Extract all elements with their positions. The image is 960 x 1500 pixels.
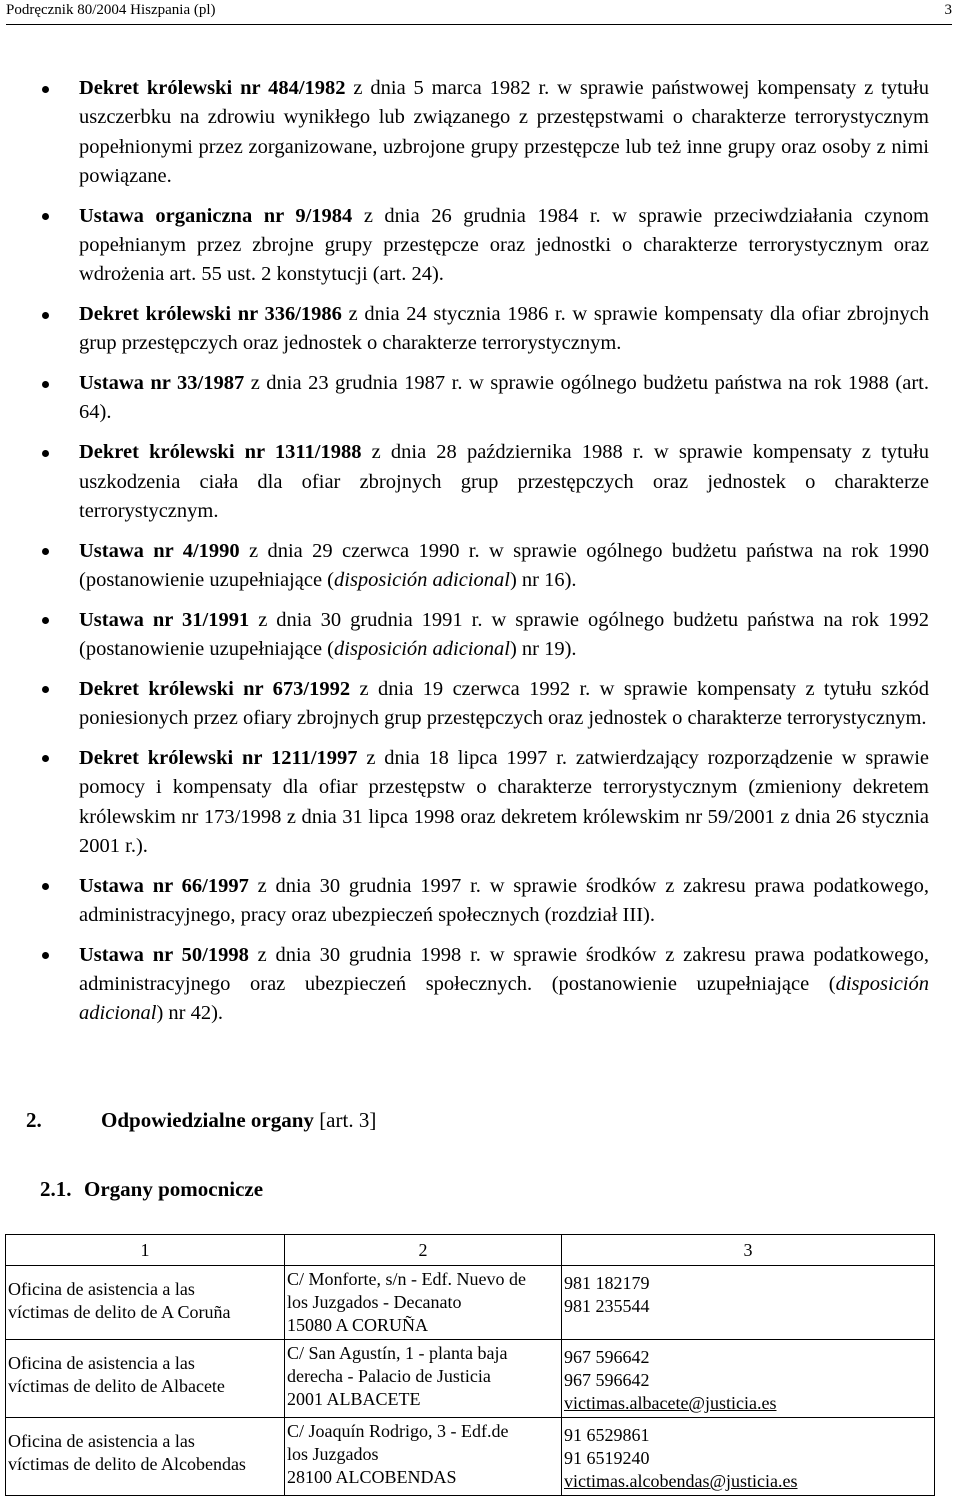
act-description: z dnia 19 czerwca 1992 r. w sprawie kompensaty z tytułu szkód poniesionych przez ofiary zbrojnych grup przestępczych oraz jednostek o charakterze terrorystycznym. (79, 677, 929, 730)
list-item (0, 74, 929, 191)
bullet-icon (42, 548, 49, 555)
section-heading (26, 1108, 376, 1133)
list-item (0, 369, 929, 428)
act-description: z dnia 28 października 1988 r. w sprawie kompensaty z tytułu uszkodzenia ciała dla ofiar zbrojnych grup przestępczych oraz jednostek o charakterze terrorystycznym. (79, 441, 929, 522)
act-title: Ustawa nr 31/1991 (79, 608, 250, 631)
phone-number: 981 182179 (564, 1273, 650, 1293)
bullet-icon (42, 883, 49, 890)
office-name-line: Oficina de asistencia a las (8, 1431, 195, 1451)
address-line: C/ San Agustín, 1 - planta baja (287, 1343, 508, 1363)
office-name-line: Oficina de asistencia a las (8, 1279, 195, 1299)
act-description: z dnia 23 grudnia 1987 r. w sprawie ogólnego budżetu państwa na rok 1988 (art. 64). (79, 372, 929, 424)
address-line: 28100 ALCOBENDAS (287, 1467, 457, 1487)
column-header: 2 (285, 1235, 562, 1266)
spanish-term: disposición adicional (334, 568, 510, 591)
phone-number: 91 6519240 (564, 1448, 650, 1468)
address-line: 15080 A CORUÑA (287, 1315, 429, 1335)
act-title: Ustawa organiczna nr 9/1984 (79, 204, 353, 227)
office-name-cell (6, 1340, 285, 1418)
act-title: Ustawa nr 33/1987 (79, 372, 245, 395)
office-name-line: víctimas de delito de Albacete (8, 1376, 225, 1396)
act-description: z dnia 29 czerwca 1990 r. w sprawie ogólnego budżetu państwa na rok 1990 (postanowienie uzupełniające ( (79, 539, 929, 591)
section-article-ref: [art. 3] (313, 1108, 377, 1132)
header-title: Podręcznik 80/2004 Hiszpania (pl) (6, 2, 216, 18)
email-link[interactable]: victimas.albacete@justicia.es (564, 1393, 777, 1413)
column-header: 1 (6, 1235, 285, 1266)
act-description: z dnia 30 grudnia 1997 r. w sprawie środków z zakresu prawa podatkowego, administracyjnego, pracy oraz ubezpieczeń społecznych (rozdział III). (79, 874, 929, 926)
address-line: derecha - Palacio de Justicia (287, 1366, 491, 1386)
office-name-line: Oficina de asistencia a las (8, 1353, 195, 1373)
act-description-tail: ) nr 19). (509, 638, 577, 661)
page-header (6, 2, 952, 25)
list-item (0, 537, 929, 596)
email-link[interactable]: victimas.alcobendas@justicia.es (564, 1471, 798, 1491)
act-description: z dnia 26 grudnia 1984 r. w sprawie przeciwdziałania czynom popełnianym przez zbrojne grupy przestępcze oraz jednostki o charakterze terrorystycznym oraz wdrożenia art. 55 ust. 2 konstytucji (art. 24). (79, 204, 930, 286)
address-line: los Juzgados (287, 1444, 379, 1464)
act-title: Ustawa nr 4/1990 (79, 539, 240, 562)
section-title: Odpowiedzialne organy (101, 1108, 314, 1132)
subsection-heading (40, 1177, 263, 1202)
address-line: C/ Joaquín Rodrigo, 3 - Edf.de (287, 1421, 509, 1441)
office-name-cell (6, 1266, 285, 1340)
table-row (6, 1340, 935, 1418)
contact-cell (562, 1418, 935, 1496)
list-item (0, 606, 929, 665)
address-line: los Juzgados - Decanato (287, 1292, 462, 1312)
subsection-title: Organy pomocnicze (84, 1177, 264, 1201)
offices-table (5, 1234, 935, 1496)
contact-cell (562, 1340, 935, 1418)
legislation-list (0, 74, 960, 1039)
subsection-number: 2.1. (40, 1177, 72, 1201)
act-description: z dnia 30 grudnia 1991 r. w sprawie ogólnego budżetu państwa na rok 1992 (postanowienie uzupełniające ( (79, 608, 929, 661)
act-description-tail: ) nr 16). (509, 568, 577, 591)
bullet-icon (42, 952, 49, 959)
act-title: Dekret królewski nr 1311/1988 (79, 441, 362, 464)
act-description-tail: ) nr 42). (156, 1002, 224, 1025)
act-description: z dnia 24 stycznia 1986 r. w sprawie kompensaty dla ofiar zbrojnych grup przestępczych oraz jednostek o charakterze terrorystycznym. (79, 303, 929, 355)
column-header: 3 (562, 1235, 935, 1266)
address-line: C/ Monforte, s/n - Edf. Nuevo de (287, 1269, 526, 1289)
act-title: Dekret królewski nr 1211/1997 (79, 746, 358, 769)
address-line: 2001 ALBACETE (287, 1389, 421, 1409)
address-cell (285, 1340, 562, 1418)
section-number: 2. (26, 1108, 42, 1132)
bullet-icon (42, 381, 49, 388)
phone-number: 981 235544 (564, 1296, 650, 1316)
address-cell (285, 1266, 562, 1340)
act-description: z dnia 30 grudnia 1998 r. w sprawie środków z zakresu prawa podatkowego, administracyjnego oraz ubezpieczeń społecznych. (postanowienie uzupełniające ( (79, 943, 929, 996)
list-item (0, 675, 929, 734)
list-item (0, 872, 929, 931)
table-row (6, 1266, 935, 1340)
act-description: z dnia 5 marca 1982 r. w sprawie państwowej kompensaty z tytułu uszczerbku na zdrowiu wynikłego lub związanego z przestępstwami o charakterze terrorystycznym popełnionymi przez zorganizowane, uzbrojone grupy przestępcze lub też inne grupy oraz osoby z nimi powiązane. (79, 77, 929, 187)
act-title: Ustawa nr 50/1998 (79, 943, 249, 966)
list-item (0, 202, 929, 290)
contact-cell (562, 1266, 935, 1340)
bullet-icon (42, 686, 49, 693)
bullet-icon (42, 450, 49, 457)
act-title: Dekret królewski nr 336/1986 (79, 303, 342, 326)
table-row (6, 1418, 935, 1496)
phone-number: 91 6529861 (564, 1425, 650, 1445)
list-item (0, 438, 929, 526)
office-name-line: víctimas de delito de Alcobendas (8, 1454, 246, 1474)
spanish-term: disposición adicional (79, 973, 929, 1025)
act-title: Dekret królewski nr 484/1982 (79, 77, 346, 99)
bullet-icon (42, 617, 49, 624)
list-item (0, 744, 929, 861)
phone-number: 967 596642 (564, 1347, 650, 1367)
act-title: Dekret królewski nr 673/1992 (79, 677, 351, 700)
bullet-icon (42, 312, 49, 319)
act-title: Ustawa nr 66/1997 (79, 874, 249, 897)
address-cell (285, 1418, 562, 1496)
spanish-term: disposición adicional (334, 638, 510, 661)
phone-number: 967 596642 (564, 1370, 650, 1390)
page-number: 3 (944, 2, 952, 18)
list-item (0, 941, 929, 1029)
table-header-row (6, 1235, 935, 1266)
list-item (0, 300, 929, 359)
bullet-icon (42, 755, 49, 762)
bullet-icon (42, 86, 49, 93)
bullet-icon (42, 213, 49, 220)
office-name-cell (6, 1418, 285, 1496)
act-description: z dnia 18 lipca 1997 r. zatwierdzający rozporządzenie w sprawie pomocy i kompensaty dla ofiar przestępstw o charakterze terrorystycznym (zmieniony dekretem królewskim nr 173/1998 z dnia 31 lipca 1998 oraz dekretem królewskim nr 59/2001 z dnia 26 stycznia 2001 r.). (79, 746, 929, 857)
office-name-line: víctimas de delito de A Coruña (8, 1302, 231, 1322)
